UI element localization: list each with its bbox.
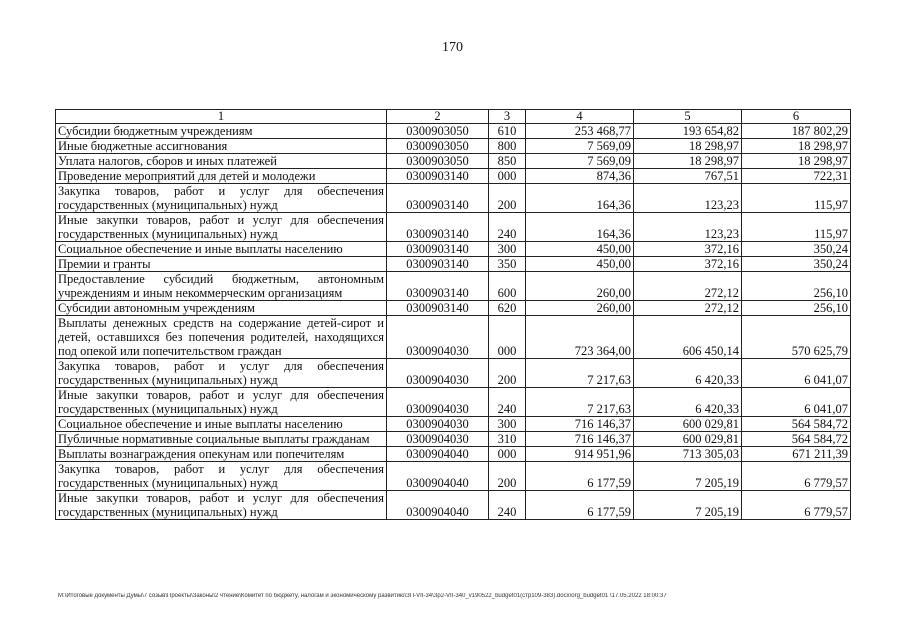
row-value-4: 716 146,37 (526, 432, 634, 447)
row-value-6: 187 802,29 (742, 124, 851, 139)
row-type: 200 (489, 462, 526, 491)
row-type: 240 (489, 213, 526, 242)
row-type: 600 (489, 272, 526, 301)
row-value-4: 7 217,63 (526, 388, 634, 417)
row-value-6: 671 211,39 (742, 447, 851, 462)
row-name: Уплата налогов, сборов и иных платежей (56, 154, 387, 169)
row-type: 300 (489, 242, 526, 257)
row-value-4: 164,36 (526, 213, 634, 242)
row-value-5: 193 654,82 (634, 124, 742, 139)
row-value-4: 874,36 (526, 169, 634, 184)
row-name: Выплаты денежных средств на содержание детей-сирот и детей, оставшихся без попечения родителей, находящихся под опекой или попечительством граждан (56, 316, 387, 359)
row-value-5: 600 029,81 (634, 417, 742, 432)
row-code: 0300903140 (387, 213, 489, 242)
row-type: 200 (489, 184, 526, 213)
row-code: 0300904040 (387, 447, 489, 462)
row-type: 800 (489, 139, 526, 154)
row-value-6: 564 584,72 (742, 432, 851, 447)
table-row (56, 432, 851, 447)
row-value-6: 6 779,57 (742, 462, 851, 491)
row-code: 0300903140 (387, 169, 489, 184)
row-value-6: 256,10 (742, 301, 851, 316)
table-row (56, 154, 851, 169)
row-value-4: 7 569,09 (526, 139, 634, 154)
row-name: Иные бюджетные ассигнования (56, 139, 387, 154)
row-name: Субсидии бюджетным учреждениям (56, 124, 387, 139)
row-name: Проведение мероприятий для детей и молодежи (56, 169, 387, 184)
row-value-4: 450,00 (526, 242, 634, 257)
row-value-4: 6 177,59 (526, 491, 634, 520)
table-row (56, 257, 851, 272)
row-value-5: 600 029,81 (634, 432, 742, 447)
column-header: 2 (387, 110, 489, 124)
row-name: Социальное обеспечение и иные выплаты населению (56, 242, 387, 257)
table-row (56, 388, 851, 417)
row-type: 000 (489, 316, 526, 359)
table-row (56, 213, 851, 242)
row-value-4: 716 146,37 (526, 417, 634, 432)
row-value-5: 18 298,97 (634, 139, 742, 154)
row-name: Закупка товаров, работ и услуг для обеспечения государственных (муниципальных) нужд (56, 184, 387, 213)
table-row (56, 447, 851, 462)
row-code: 0300903140 (387, 272, 489, 301)
row-name: Иные закупки товаров, работ и услуг для обеспечения государственных (муниципальных) нужд (56, 388, 387, 417)
row-type: 200 (489, 359, 526, 388)
row-value-6: 18 298,97 (742, 154, 851, 169)
row-value-4: 450,00 (526, 257, 634, 272)
row-value-4: 260,00 (526, 272, 634, 301)
table-row (56, 417, 851, 432)
row-value-5: 713 305,03 (634, 447, 742, 462)
table-header-row (56, 110, 851, 124)
row-type: 240 (489, 491, 526, 520)
row-value-5: 6 420,33 (634, 388, 742, 417)
row-value-5: 272,12 (634, 301, 742, 316)
row-value-4: 914 951,96 (526, 447, 634, 462)
table-row (56, 359, 851, 388)
row-value-5: 123,23 (634, 213, 742, 242)
row-code: 0300904040 (387, 462, 489, 491)
row-value-5: 272,12 (634, 272, 742, 301)
row-code: 0300904040 (387, 491, 489, 520)
row-name: Предоставление субсидий бюджетным, автономным учреждениям и иным некоммерческим организациям (56, 272, 387, 301)
row-code: 0300904030 (387, 388, 489, 417)
row-value-6: 722,31 (742, 169, 851, 184)
page-number: 170 (442, 40, 463, 55)
row-value-6: 350,24 (742, 257, 851, 272)
row-value-4: 723 364,00 (526, 316, 634, 359)
row-name: Выплаты вознаграждения опекунам или попечителям (56, 447, 387, 462)
row-value-6: 350,24 (742, 242, 851, 257)
row-name: Иные закупки товаров, работ и услуг для обеспечения государственных (муниципальных) нужд (56, 213, 387, 242)
row-value-5: 606 450,14 (634, 316, 742, 359)
row-value-6: 6 779,57 (742, 491, 851, 520)
row-code: 0300904030 (387, 432, 489, 447)
row-code: 0300903140 (387, 257, 489, 272)
column-header: 3 (489, 110, 526, 124)
row-type: 310 (489, 432, 526, 447)
row-code: 0300904030 (387, 316, 489, 359)
table-row (56, 242, 851, 257)
row-code: 0300904030 (387, 359, 489, 388)
row-value-5: 7 205,19 (634, 491, 742, 520)
row-type: 350 (489, 257, 526, 272)
row-value-5: 7 205,19 (634, 462, 742, 491)
table-row (56, 184, 851, 213)
row-code: 0300903140 (387, 301, 489, 316)
row-value-6: 115,97 (742, 213, 851, 242)
row-code: 0300903140 (387, 242, 489, 257)
table-row (56, 139, 851, 154)
table-row (56, 124, 851, 139)
table-row (56, 169, 851, 184)
row-name: Субсидии автономным учреждениям (56, 301, 387, 316)
row-type: 240 (489, 388, 526, 417)
row-code: 0300903050 (387, 154, 489, 169)
row-code: 0300903140 (387, 184, 489, 213)
budget-table (55, 109, 851, 520)
row-code: 0300903050 (387, 139, 489, 154)
row-value-5: 123,23 (634, 184, 742, 213)
row-value-4: 253 468,77 (526, 124, 634, 139)
row-value-5: 18 298,97 (634, 154, 742, 169)
row-name: Закупка товаров, работ и услуг для обеспечения государственных (муниципальных) нужд (56, 462, 387, 491)
column-header: 5 (634, 110, 742, 124)
row-name: Иные закупки товаров, работ и услуг для обеспечения государственных (муниципальных) нужд (56, 491, 387, 520)
row-value-4: 6 177,59 (526, 462, 634, 491)
table-row (56, 316, 851, 359)
row-value-6: 18 298,97 (742, 139, 851, 154)
row-value-5: 372,16 (634, 257, 742, 272)
row-name: Социальное обеспечение и иные выплаты населению (56, 417, 387, 432)
table-row (56, 301, 851, 316)
column-header: 4 (526, 110, 634, 124)
table-row (56, 272, 851, 301)
row-type: 300 (489, 417, 526, 432)
row-type: 610 (489, 124, 526, 139)
row-value-5: 767,51 (634, 169, 742, 184)
row-name: Закупка товаров, работ и услуг для обеспечения государственных (муниципальных) нужд (56, 359, 387, 388)
table-row (56, 491, 851, 520)
row-name: Премии и гранты (56, 257, 387, 272)
row-type: 850 (489, 154, 526, 169)
row-value-5: 6 420,33 (634, 359, 742, 388)
row-code: 0300903050 (387, 124, 489, 139)
column-header: 1 (56, 110, 387, 124)
column-header: 6 (742, 110, 851, 124)
row-type: 000 (489, 169, 526, 184)
row-value-6: 6 041,07 (742, 388, 851, 417)
row-value-4: 164,36 (526, 184, 634, 213)
row-value-5: 372,16 (634, 242, 742, 257)
row-type: 000 (489, 447, 526, 462)
row-value-6: 256,10 (742, 272, 851, 301)
row-name: Публичные нормативные социальные выплаты гражданам (56, 432, 387, 447)
row-value-4: 7 217,63 (526, 359, 634, 388)
row-type: 620 (489, 301, 526, 316)
row-value-6: 6 041,07 (742, 359, 851, 388)
table-row (56, 462, 851, 491)
row-value-4: 260,00 (526, 301, 634, 316)
row-code: 0300904030 (387, 417, 489, 432)
row-value-6: 564 584,72 (742, 417, 851, 432)
footer-file-path: M:\Итоговые документы Думы\7 созыв\Проекты\Законы\2 чтение\Комитет по бюджету, налогам и экономическому развитию\ЗП-VII-34\Зр2-VII-340_v190522_budget01(стр109-383).docx\org_budget01 \17.05.2022 18:00:37 (58, 593, 667, 599)
row-value-6: 570 625,79 (742, 316, 851, 359)
row-value-6: 115,97 (742, 184, 851, 213)
row-value-4: 7 569,09 (526, 154, 634, 169)
